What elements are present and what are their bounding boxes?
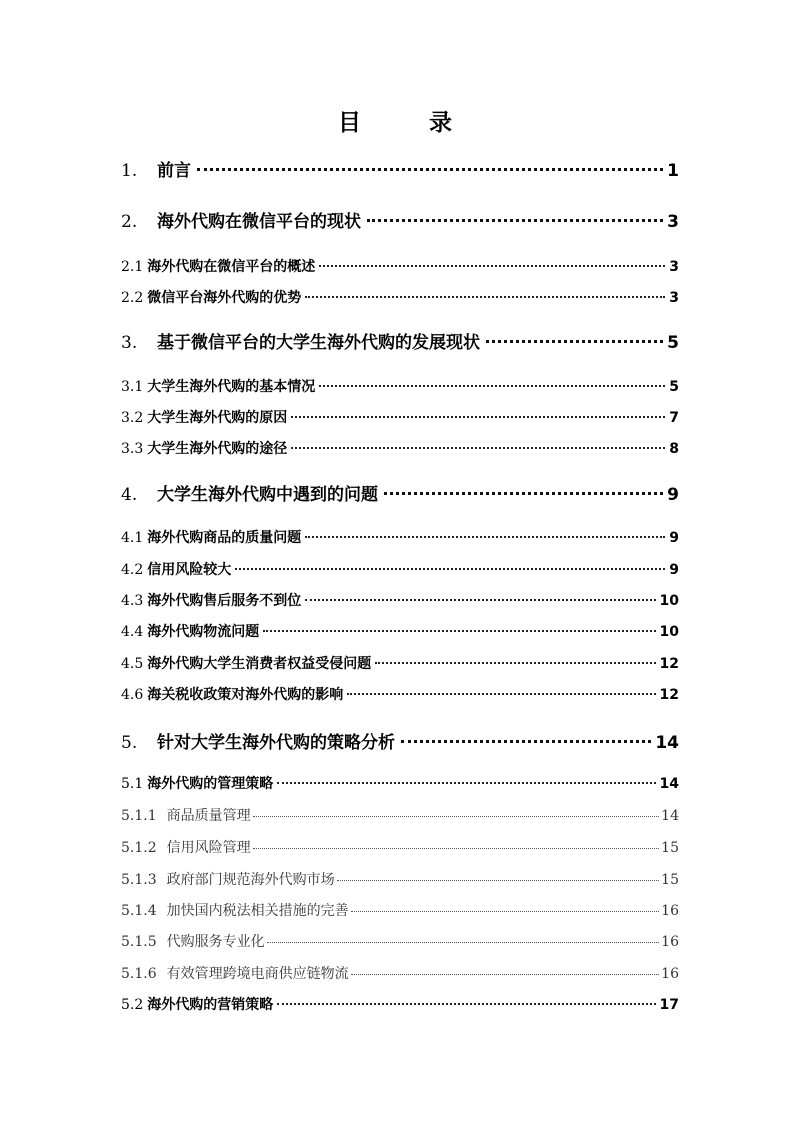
- toc-page: 3: [669, 259, 679, 275]
- toc-page: 12: [659, 687, 679, 703]
- toc-page: 5: [669, 379, 679, 395]
- toc-entry-3[interactable]: [121, 328, 679, 353]
- toc-entry-5-2[interactable]: [121, 994, 679, 1014]
- toc-number: 4.4: [121, 624, 144, 640]
- toc-entry-4[interactable]: [121, 480, 679, 505]
- toc-text: 加快国内税法相关措施的完善: [166, 903, 349, 919]
- toc-entry-4-2[interactable]: [121, 559, 679, 579]
- toc-page: 9: [669, 530, 679, 546]
- toc-text: 有效管理跨境电商供应链物流: [166, 966, 349, 982]
- dot-leader: [305, 536, 665, 538]
- dot-leader: [347, 693, 655, 695]
- dot-leader: [401, 740, 651, 743]
- toc-page: 16: [661, 934, 679, 950]
- toc-text: 海外代购售后服务不到位: [147, 593, 302, 609]
- dot-leader: [375, 662, 655, 664]
- toc-entry-5-1-5[interactable]: [121, 931, 679, 951]
- toc-entry-3-1[interactable]: [121, 376, 679, 396]
- toc-page: 14: [659, 776, 679, 792]
- toc-text: 基于微信平台的大学生海外代购的发展现状: [157, 333, 480, 353]
- dot-leader: [277, 782, 655, 784]
- toc-number: 5.1.6: [121, 966, 157, 982]
- dot-leader: [319, 385, 665, 387]
- toc-page: 8: [669, 441, 679, 457]
- toc-number: 5.1.4: [121, 903, 157, 919]
- toc-page: 16: [661, 903, 679, 919]
- toc-page: 14: [655, 733, 679, 753]
- toc-number: 3.: [121, 333, 138, 353]
- toc-text: 海外代购商品的质量问题: [147, 530, 302, 546]
- toc-page: 14: [661, 808, 679, 824]
- toc-entry-5-1[interactable]: [121, 773, 679, 793]
- toc-number: 5.1.1: [121, 808, 157, 824]
- toc-number: 4.1: [121, 530, 144, 546]
- toc-number: 3.3: [121, 441, 144, 457]
- toc-text: 微信平台海外代购的优势: [147, 290, 302, 306]
- toc-entry-4-5[interactable]: [121, 653, 679, 673]
- toc-entry-2-1[interactable]: [121, 256, 679, 276]
- dot-leader: [367, 219, 663, 222]
- toc-number: 3.1: [121, 379, 144, 395]
- toc-page: 9: [669, 562, 679, 578]
- toc-page: 1: [667, 161, 679, 181]
- toc-number: 5.2: [121, 997, 144, 1013]
- toc-page: 15: [661, 872, 679, 888]
- toc-text: 大学生海外代购的基本情况: [147, 379, 316, 395]
- toc-page: 3: [669, 290, 679, 306]
- toc-number: 2.2: [121, 290, 144, 306]
- toc-entry-3-3[interactable]: [121, 438, 679, 458]
- toc-page: 5: [667, 333, 679, 353]
- toc-text: 大学生海外代购的原因: [147, 410, 288, 426]
- toc-entry-2[interactable]: [121, 207, 679, 232]
- dot-leader: [197, 168, 663, 171]
- toc-number: 5.1.5: [121, 934, 157, 950]
- toc-entry-5-1-6[interactable]: [121, 963, 679, 983]
- toc-page: 10: [659, 593, 679, 609]
- dot-leader: [263, 630, 655, 632]
- toc-number: 3.2: [121, 410, 144, 426]
- dot-leader: [291, 416, 665, 418]
- dot-leader: [277, 1003, 655, 1005]
- dot-leader: [319, 265, 665, 267]
- toc-page: 10: [659, 624, 679, 640]
- toc-entry-5-1-3[interactable]: [121, 869, 679, 889]
- dot-leader: [337, 880, 660, 881]
- dot-leader: [291, 447, 665, 449]
- toc-entry-5-1-2[interactable]: [121, 837, 679, 857]
- dot-leader: [305, 296, 665, 298]
- toc-text: 大学生海外代购中遇到的问题: [157, 485, 378, 505]
- toc-entry-5-1-1[interactable]: [121, 805, 679, 825]
- toc-entry-4-1[interactable]: [121, 527, 679, 547]
- toc-text: 海外代购大学生消费者权益受侵问题: [147, 656, 372, 672]
- toc-entry-3-2[interactable]: [121, 407, 679, 427]
- toc-number: 2.: [121, 212, 138, 232]
- toc-entry-1[interactable]: [121, 156, 679, 181]
- toc-page: 9: [667, 485, 679, 505]
- toc-text: 商品质量管理: [166, 808, 251, 824]
- dot-leader: [486, 340, 663, 343]
- toc-text: 海外代购在微信平台的现状: [157, 212, 361, 232]
- toc-text: 代购服务专业化: [166, 934, 265, 950]
- dot-leader: [384, 492, 663, 495]
- toc-page: 17: [659, 997, 679, 1013]
- toc-text: 前言: [157, 161, 191, 181]
- toc-number: 5.1.3: [121, 872, 157, 888]
- dot-leader: [351, 974, 660, 975]
- toc-text: 海关税收政策对海外代购的影响: [147, 687, 344, 703]
- toc-text: 海外代购在微信平台的概述: [147, 259, 316, 275]
- dot-leader: [253, 816, 660, 817]
- toc-number: 4.: [121, 485, 138, 505]
- toc-number: 5.1.2: [121, 840, 157, 856]
- toc-entry-4-6[interactable]: [121, 684, 679, 704]
- toc-text: 政府部门规范海外代购市场: [166, 872, 335, 888]
- toc-text: 海外代购物流问题: [147, 624, 260, 640]
- toc-number: 4.2: [121, 562, 144, 578]
- toc-entry-2-2[interactable]: [121, 287, 679, 307]
- toc-page: 12: [659, 656, 679, 672]
- dot-leader: [253, 848, 660, 849]
- toc-title: 目 录: [337, 109, 482, 136]
- dot-leader: [305, 599, 655, 601]
- toc-text: 信用风险管理: [166, 840, 251, 856]
- dot-leader: [267, 942, 660, 943]
- dot-leader: [235, 568, 665, 570]
- toc-number: 1.: [121, 161, 138, 181]
- toc-entry-4-4[interactable]: [121, 621, 679, 641]
- toc-text: 针对大学生海外代购的策略分析: [157, 733, 395, 753]
- toc-number: 4.3: [121, 593, 144, 609]
- toc-number: 2.1: [121, 259, 144, 275]
- toc-entry-5[interactable]: [121, 728, 679, 753]
- toc-text: 大学生海外代购的途径: [147, 441, 288, 457]
- toc-page: 3: [667, 212, 679, 232]
- toc-number: 4.6: [121, 687, 144, 703]
- toc-entry-4-3[interactable]: [121, 590, 679, 610]
- toc-text: 信用风险较大: [147, 562, 232, 578]
- toc-number: 5.: [121, 733, 138, 753]
- toc-text: 海外代购的管理策略: [147, 776, 274, 792]
- dot-leader: [351, 911, 660, 912]
- toc-number: 5.1: [121, 776, 144, 792]
- toc-number: 4.5: [121, 656, 144, 672]
- toc-page: 16: [661, 966, 679, 982]
- toc-text: 海外代购的营销策略: [147, 997, 274, 1013]
- toc-page: 7: [669, 410, 679, 426]
- toc-entry-5-1-4[interactable]: [121, 900, 679, 920]
- toc-page: 15: [661, 840, 679, 856]
